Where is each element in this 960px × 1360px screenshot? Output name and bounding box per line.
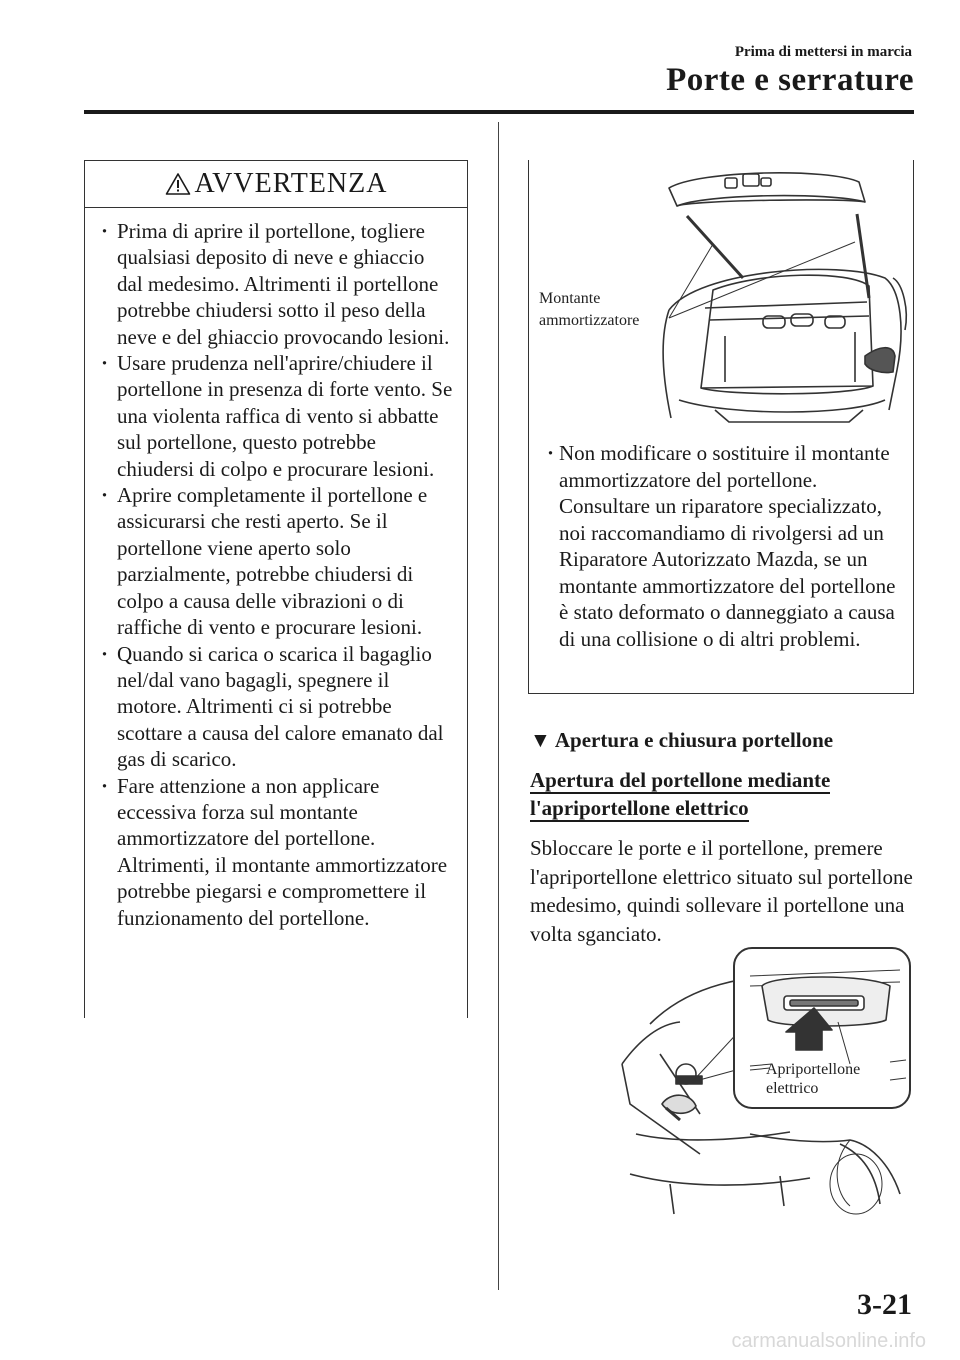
triangle-down-icon: ▼	[530, 728, 551, 752]
header-rule	[84, 110, 914, 114]
page-number: 3-21	[857, 1288, 912, 1321]
warning-triangle-icon	[165, 172, 191, 196]
warning-box	[84, 160, 468, 1018]
warning-item: · Non modificare o sostituire il montante ammortizzatore del portellone. Consultare un riparatore specializzato, noi raccomandiamo di rivolgersi ad un Riparatore Autorizzato Mazda, se un montante ammortizzatore del portellone è stato deformato o danneggiato a causa di una collisione o di altri problemi.	[559, 440, 899, 652]
body-paragraph: Sbloccare le porte e il portellone, premere l'apriportellone elettrico situato sul portellone medesimo, quindi sollevare il portellone una volta sganciato.	[530, 836, 913, 946]
warning-item: · Prima di aprire il portellone, togliere qualsiasi deposito di neve e ghiaccio dal medesimo. Altrimenti il portellone potrebbe chiudersi sotto il peso della neve e del ghiaccio provocando lesioni.	[113, 218, 455, 350]
opener-label: Apriportellone elettrico	[766, 1061, 861, 1097]
page-title: Porte e serrature	[666, 62, 914, 98]
warning-list	[85, 208, 467, 931]
footer-watermark-url: carmanualsonline.info	[731, 1330, 926, 1352]
warning-list-continued	[559, 440, 899, 652]
strut-label: Montante ammortizzatore	[539, 290, 640, 329]
warning-item: · Usare prudenza nell'aprire/chiudere il portellone in presenza di forte vento. Se una violenta raffica di vento si abbatte sul portellone, questo potrebbe chiudersi di colpo e procurare lesioni.	[113, 350, 455, 482]
warning-title: AVVERTENZA	[194, 168, 388, 199]
liftgate-opener-illustration	[600, 944, 920, 1234]
warning-item: · Quando si carica o scarica il bagaglio nel/dal vano bagagli, spegnere il motore. Altrimenti ci si potrebbe scottare a causa del calore emanato dal gas di scarico.	[113, 641, 455, 773]
warning-item: · Aprire completamente il portellone e assicurarsi che resti aperto. Se il portellone viene aperto solo parzialmente, potrebbe chiudersi di colpo a causa delle vibrazioni o di raffiche di vento e procurare lesioni.	[113, 482, 455, 640]
warning-header	[85, 161, 467, 208]
running-header-section: Prima di mettersi in marcia	[734, 44, 912, 60]
warning-item: · Fare attenzione a non applicare eccessiva forza sul montante ammortizzatore del portellone. Altrimenti, il montante ammortizzatore potrebbe piegarsi e compromettere il funzionamento del portellone.	[113, 773, 455, 931]
column-divider	[498, 122, 499, 1290]
section-heading	[530, 728, 833, 753]
subsection-heading: Apertura del portellone mediante l'apriportellone elettrico	[530, 768, 831, 820]
section-heading-text: Apertura e chiusura portellone	[554, 728, 834, 752]
warning-box-continued	[528, 160, 914, 694]
